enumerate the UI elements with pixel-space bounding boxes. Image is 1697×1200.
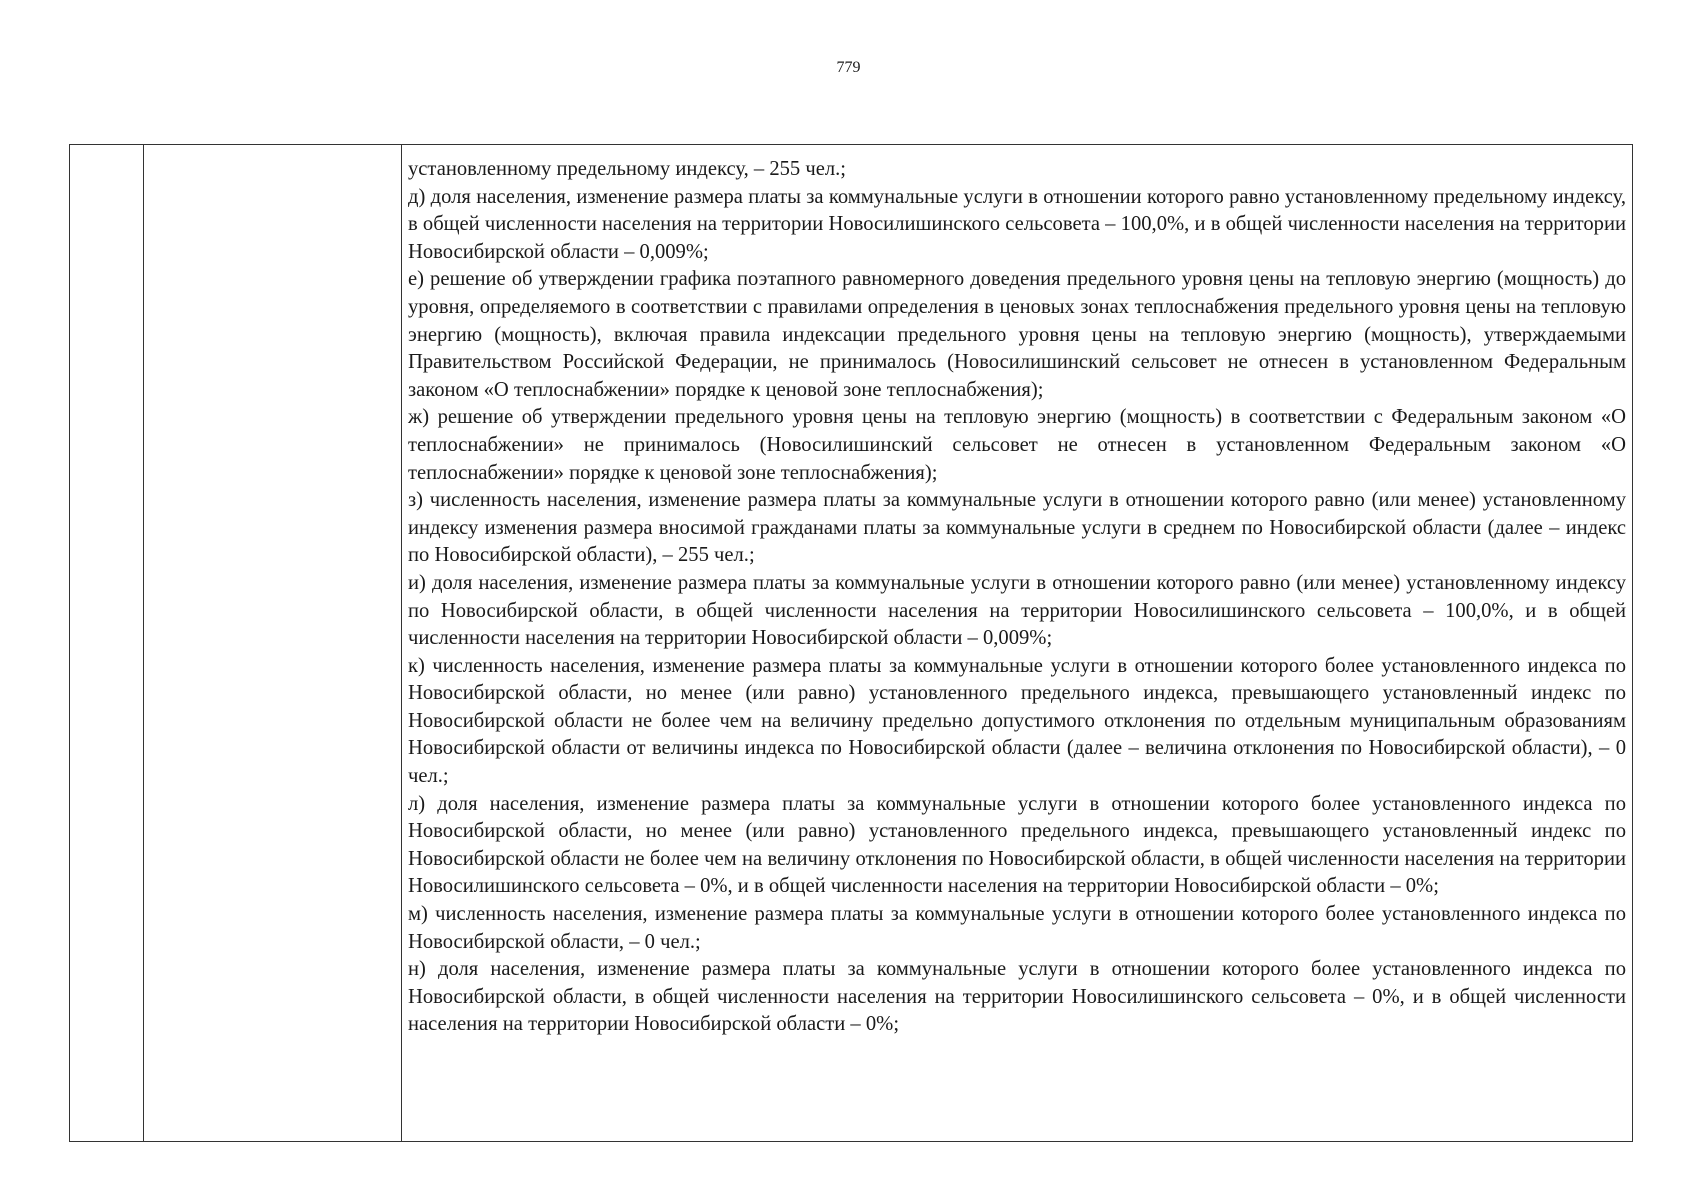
table-row bbox=[70, 145, 1633, 1142]
table-cell-name bbox=[144, 145, 402, 1142]
page-number: 779 bbox=[836, 59, 861, 76]
paragraph-continuation: установленному предельному индексу, – 255 чел.; bbox=[408, 158, 846, 180]
table-cell-number bbox=[70, 145, 144, 1142]
paragraph-item-m: м) численность населения, изменение размера платы за коммунальные услуги в отношении которого более установленного индекса по Новосибирской области, – 0 чел.; bbox=[408, 903, 1626, 953]
paragraph-item-d: д) доля населения, изменение размера платы за коммунальные услуги в отношении которого равно установленному предельному индексу, в общей численности населения на территории Новосилишинского сельсовета – 100,0%, и в общей численности населения на территории Новосибирской области – 0,009%; bbox=[408, 185, 1626, 263]
paragraph-item-i: и) доля населения, изменение размера платы за коммунальные услуги в отношении которого равно (или менее) установленному индексу по Новосибирской области, в общей численности населения на территории Новосилишинского сельсовета – 100,0%, и в общей численности населения на территории Новосибирской области – 0,009%; bbox=[408, 571, 1626, 650]
paragraph-item-n: н) доля населения, изменение размера платы за коммунальные услуги в отношении которого более установленного индекса по Новосибирской области, в общей численности населения на территории Новосилишинского сельсовета – 0%, и в общей численности населения на территории Новосибирской области – 0%; bbox=[408, 958, 1626, 1036]
paragraph-item-k: к) численность населения, изменение размера платы за коммунальные услуги в отношении которого более установленного индекса по Новосибирской области, но менее (или равно) установленного предельного индекса, превышающего установленный индекс по Новосибирской области не более чем на величину предельно допустимого отклонения по отдельным муниципальным образованиям Новосибирской области от величины индекса по Новосибирской области (далее – величина отклонения по Новосибирской области), – 0 чел.; bbox=[408, 654, 1626, 788]
paragraph-item-l: л) доля населения, изменение размера платы за коммунальные услуги в отношении которого более установленного индекса по Новосибирской области, но менее (или равно) установленного предельного индекса, превышающего установленный индекс по Новосибирской области не более чем на величину отклонения по Новосибирской области, в общей численности населения на территории Новосилишинского сельсовета – 0%, и в общей численности населения на территории Новосибирской области – 0%; bbox=[408, 792, 1626, 898]
paragraph-item-z: з) численность населения, изменение размера платы за коммунальные услуги в отношении которого равно (или менее) установленному индексу изменения размера вносимой гражданами платы за коммунальные услуги в среднем по Новосибирской области (далее – индекс по Новосибирской области), – 255 чел.; bbox=[408, 489, 1626, 567]
paragraph-item-zh: ж) решение об утверждении предельного уровня цены на тепловую энергию (мощность) в соответствии с Федеральным законом «О теплоснабжении» не принималось (Новосилишинский сельсовет не отнесен в установленном Федеральным законом «О теплоснабжении» порядке к ценовой зоне теплоснабжения); bbox=[408, 406, 1626, 484]
table-cell-content bbox=[402, 145, 1633, 1142]
paragraph-item-e: е) решение об утверждении графика поэтапного равномерного доведения предельного уровня цены на тепловую энергию (мощность) до уровня, определяемого в соответствии с правилами определения в ценовых зонах теплоснабжения предельного уровня цены на тепловую энергию (мощность), включая правила индексации предельного уровня цены на тепловую энергию (мощность), утверждаемыми Правительством Российской Федерации, не принималось (Новосилишинский сельсовет не отнесен в установленном Федеральным законом «О теплоснабжении» порядке к ценовой зоне теплоснабжения); bbox=[408, 268, 1626, 401]
document-table bbox=[69, 144, 1633, 1142]
